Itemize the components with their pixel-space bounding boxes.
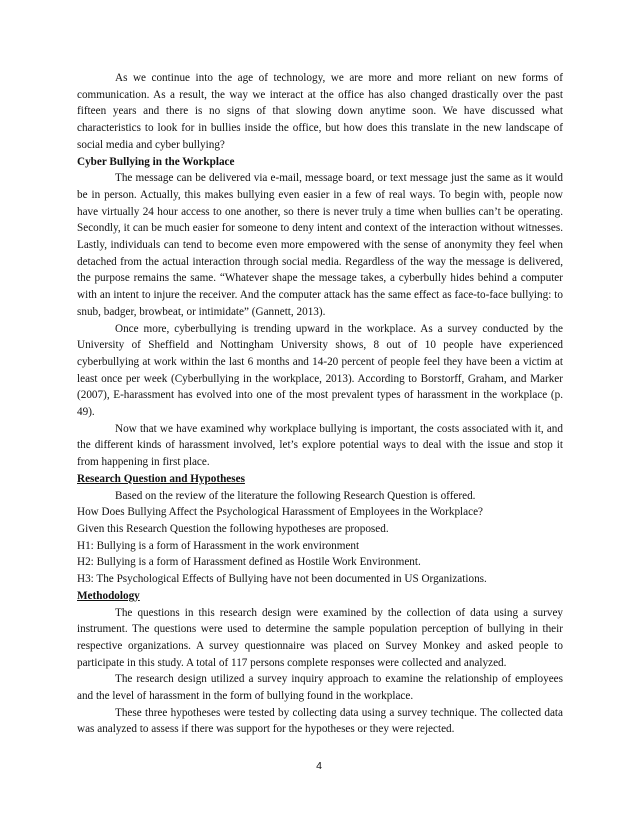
section-heading-cyber-bullying: Cyber Bullying in the Workplace <box>77 155 235 168</box>
hypotheses-intro: Given this Research Question the following hypotheses are proposed. <box>77 522 389 535</box>
hypothesis-h3: H3: The Psychological Effects of Bullying have not been documented in US Organizations. <box>77 573 487 586</box>
hypothesis-h2: H2: Bullying is a form of Harassment defined as Hostile Work Environment. <box>77 556 421 569</box>
page-content <box>77 70 563 738</box>
research-intro: Based on the review of the literature the following Research Question is offered. <box>115 489 476 502</box>
research-question: How Does Bullying Affect the Psychological Harassment of Employees in the Workplace? <box>77 506 484 519</box>
section-heading-methodology: Methodology <box>77 589 140 602</box>
body-paragraph: The message can be delivered via e-mail, message board, or text message just the same as it would be in person. Actually, this makes bullying even easier in a few of real ways. To begin with, people now have virtually 24 hour access to one another, so there is never truly a time when bullies can’t be operating. Secondly, it can be much easier for someone to deny intent and context of the interaction without witnesses. Lastly, individuals can tend to become even more empowered with the sense of anonymity they feel when detached from the actual interaction through social media. Regardless of the way the message is delivered, the purpose remains the same. “Whatever shape the message takes, a cyberbully hides behind a computer with an intent to injure the receiver. And the computer attack has the same effect as face-to-face bullying: to snub, badger, browbeat, or intimidate” (Gannett, 2013). <box>77 172 563 318</box>
body-paragraph: The research design utilized a survey inquiry approach to examine the relationship of employees and the level of harassment in the form of bullying found in the workplace. <box>77 673 563 703</box>
body-paragraph: Once more, cyberbullying is trending upward in the workplace. As a survey conducted by the University of Sheffield and Nottingham University shows, 8 out of 10 people have experienced cyberbullying at work within the last 6 months and 14-20 percent of people feel they have been a victim at least once per week (Cyberbullying in the workplace, 2013). According to Borstorff, Graham, and Marker (2007), E-harassment has evolved into one of the most prevalent types of harassment in the workplace (p. 49). <box>77 322 563 419</box>
intro-paragraph: As we continue into the age of technology, we are more and more reliant on new forms of communication. As a result, the way we interact at the office has also changed drastically over the past fifteen years and there is no signs of that slowing down anytime soon. We have discussed what characteristics to look for in bullies inside the office, but how does this translate in the new landscape of social media and cyber bullying? <box>77 72 563 151</box>
page-number: 4 <box>316 760 322 772</box>
section-heading-research-question: Research Question and Hypotheses <box>77 472 245 485</box>
hypothesis-h1: H1: Bullying is a form of Harassment in the work environment <box>77 539 360 552</box>
body-paragraph: These three hypotheses were tested by collecting data using a survey technique. The collected data was analyzed to assess if there was support for the hypotheses or they were rejected. <box>77 706 563 736</box>
body-paragraph: The questions in this research design were examined by the collection of data using a survey instrument. The questions were used to determine the sample population perception of bullying in their respective organizations. A survey questionnaire was placed on Survey Monkey and asked people to participate in this study. A total of 117 persons complete responses were collected and analyzed. <box>77 606 563 669</box>
body-paragraph: Now that we have examined why workplace bullying is important, the costs associated with it, and the different kinds of harassment involved, let’s explore potential ways to deal with the issue and stop it from happening in first place. <box>77 422 563 469</box>
